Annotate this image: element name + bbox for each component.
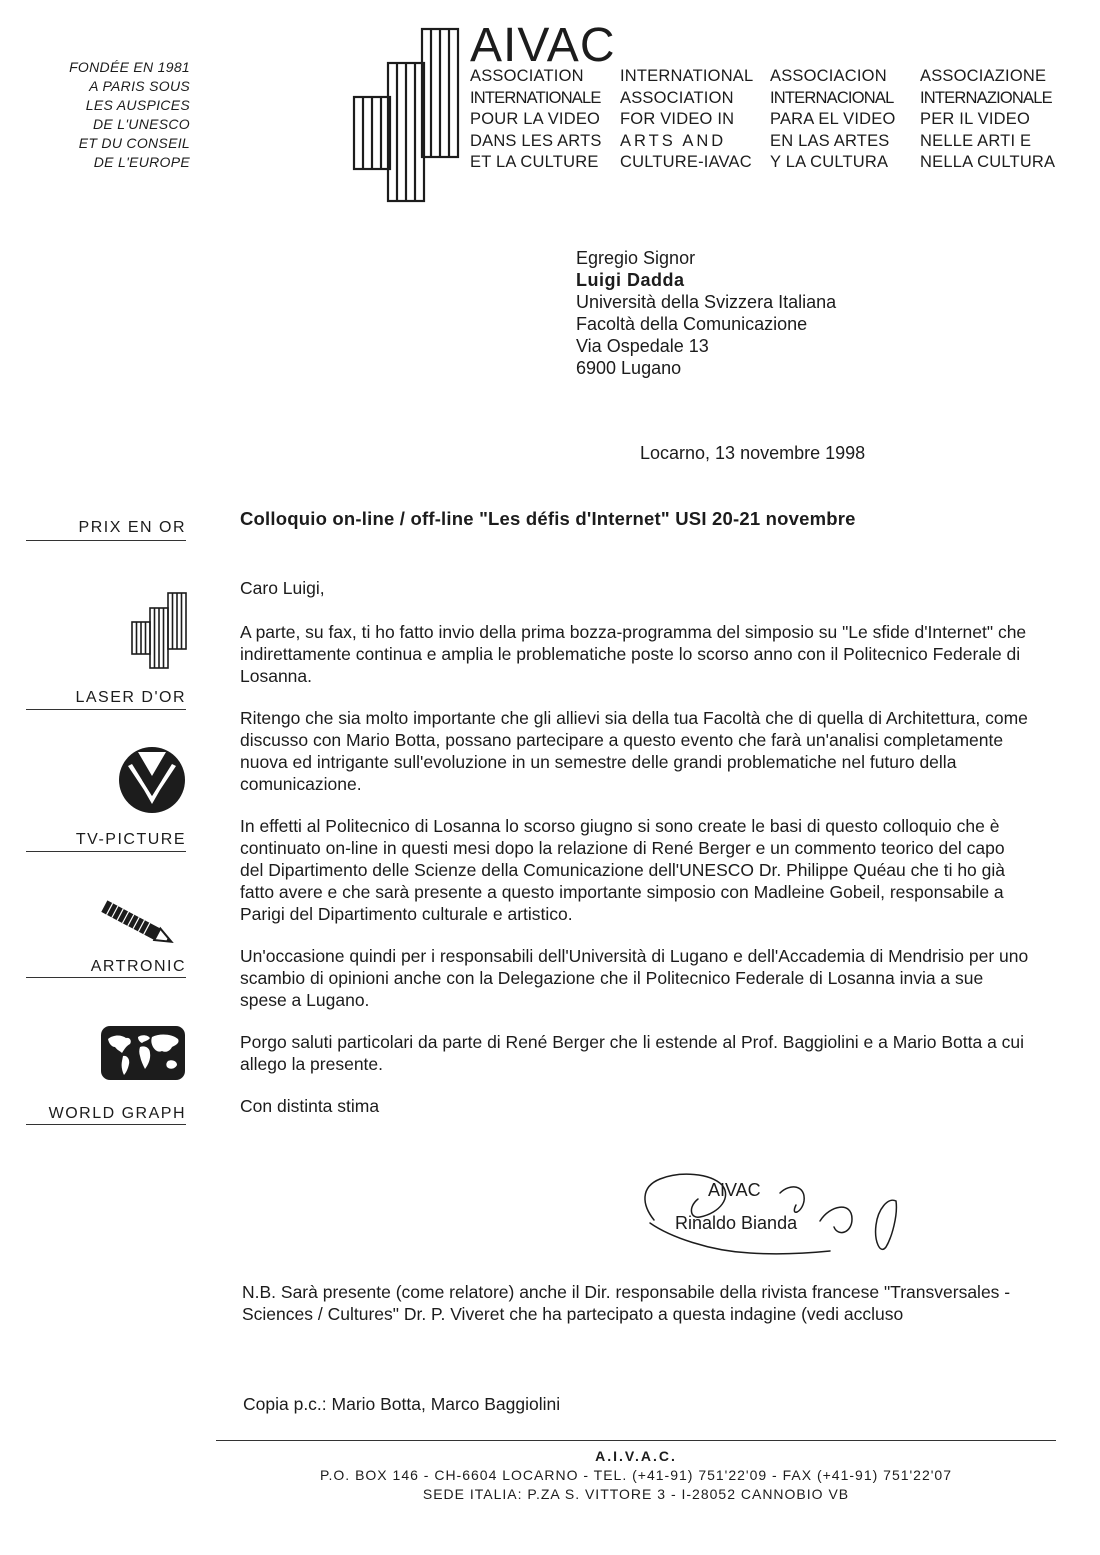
footer-org: A.I.V.A.C. (595, 1448, 677, 1464)
body-paragraph: A parte, su fax, ti ho fatto invio della prima bozza-programma del simposio su "Le sfide d'Internet" che indirettamente continua e amplia le problematiche poste lo scorso anno con il Politecnico Federale di Losanna. (240, 622, 1027, 686)
sidebar-divider (26, 1124, 186, 1125)
sidebar-divider (26, 977, 186, 978)
assoc-row: ASSOCIATION INTERNATIONAL ASSOCIACION ASSOCIAZIONE (470, 67, 1047, 85)
copy-recipients: Copia p.c.: Mario Botta, Marco Baggiolini (243, 1394, 561, 1414)
recipient-name: Luigi Dadda (576, 270, 685, 290)
recipient-institution: Università della Svizzera Italiana (576, 292, 837, 312)
assoc-row: INTERNATIONALE ASSOCIATION INTERNACIONAL INTERNAZIONALE (470, 88, 1052, 107)
body-paragraph: Ritengo che sia molto importante che gli allievi sia della tua Facoltà che di quella di Architettura, come discusso con Mario Botta, possano partecipare a questo evento che farà un'analisi completamente nuova ed intrigante sull'evoluzione in un semestre delle grandi problematiche nel futuro della comunicazione. (240, 708, 1028, 794)
sidebar-item-artronic: ARTRONIC (90, 958, 186, 975)
letter-date: Locarno, 13 novembre 1998 (640, 443, 866, 463)
recipient-address (576, 247, 836, 379)
pencil-icon (96, 896, 182, 952)
signature-org: AIVAC (708, 1180, 761, 1200)
association-names (470, 66, 1070, 174)
founding-note: FONDÉE EN 1981 A PARIS SOUS LES AUSPICES DE L'UNESCO ET DU CONSEIL DE L'EUROPE (69, 59, 190, 170)
assoc-row: ET LA CULTURE CULTURE-IAVAC Y LA CULTURA NELLA CULTURA (470, 153, 1056, 171)
body-paragraph: In effetti al Politecnico di Losanna lo scorso giugno si sono create le basi di questo colloquio che è continuato on-line in questi mesi dopo la relazione di René Berger e un commento teorico del capo del Dipartimento delle Scienze della Comunicazione dell'UNESCO Dr. Philippe Quéau che ti ho già fatto avere e che sarà presente a questo importante simposio con Madleine Gobeil, responsabile a Parigi del Dipartimento culturale e artistico. (240, 816, 1006, 924)
sidebar-item-laser-dor: LASER D'OR (75, 689, 186, 706)
footer-address: P.O. BOX 146 - CH-6604 LOCARNO - TEL. (+41-91) 751'22'09 - FAX (+41-91) 751'22'07 (319, 1467, 953, 1483)
nota-bene: N.B. Sarà presente (come relatore) anche il Dir. responsabile della rivista francese "Transversales - Sciences / Cultures" Dr. P. Viveret che ha partecipato a questa indagine (vedi accluso (242, 1282, 1011, 1324)
body-paragraph: Un'occasione quindi per i responsabili dell'Università di Lugano e dell'Accademia di Mendrisio per uno scambio di opinioni anche con la Delegazione che il Politecnico Federale di Losanna invia a sue spese a Lugano. (240, 946, 1029, 1010)
sidebar-divider (26, 709, 186, 710)
closing: Con distinta stima (240, 1096, 380, 1116)
greeting: Caro Luigi, (240, 578, 325, 598)
recipient-street: Via Ospedale 13 (576, 336, 709, 356)
sidebar-item-prix-en-or: PRIX EN OR (78, 519, 186, 536)
footer-divider (216, 1440, 1056, 1441)
assoc-row: POUR LA VIDEO FOR VIDEO IN PARA EL VIDEO PER IL VIDEO (470, 110, 1030, 128)
sidebar-item-tv-picture: TV-PICTURE (75, 831, 186, 848)
aivac-mini-logo-icon (130, 592, 188, 670)
body-paragraph: Porgo saluti particolari da parte di René Berger che li estende al Prof. Baggiolini e a Mario Botta a cui allego la presente. (240, 1032, 1025, 1074)
assoc-row: DANS LES ARTS ARTS AND EN LAS ARTES NELLE ARTI E (470, 131, 1032, 150)
letter-body (240, 577, 1030, 1137)
brand-name: AIVAC (470, 19, 616, 72)
sidebar-divider (26, 851, 186, 852)
recipient-faculty: Facoltà della Comunicazione (576, 314, 808, 334)
recipient-salutation: Egregio Signor (576, 248, 696, 268)
aivac-logo-icon (352, 27, 462, 203)
signature-name: Rinaldo Bianda (675, 1213, 798, 1233)
tv-picture-x-icon (118, 746, 186, 814)
sidebar-divider (26, 540, 186, 541)
world-map-icon (100, 1025, 186, 1081)
footer (216, 1447, 1056, 1504)
footer-italy-address: SEDE ITALIA: P.ZA S. VITTORE 3 - I-28052 CANNOBIO VB (422, 1486, 850, 1502)
letter-subject: Colloquio on-line / off-line "Les défis d'Internet" USI 20-21 novembre (240, 508, 856, 529)
sidebar-item-world-graph: WORLD GRAPH (48, 1105, 186, 1122)
recipient-city: 6900 Lugano (576, 358, 682, 378)
